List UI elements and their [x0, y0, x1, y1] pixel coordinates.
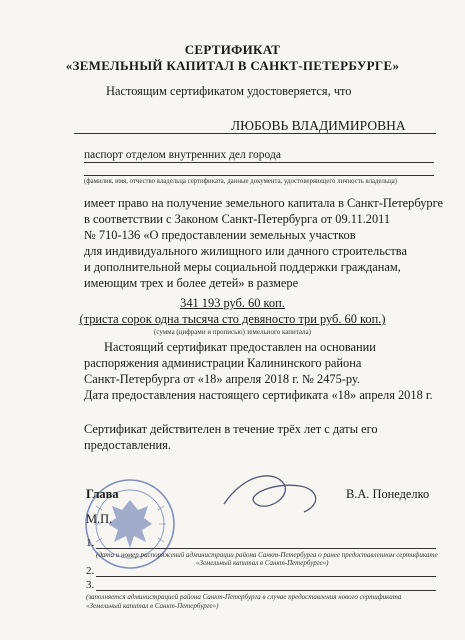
- footer-item-2-number: 2.: [86, 565, 95, 577]
- validity-line-2: предоставления.: [84, 438, 171, 452]
- certificate-subtitle: «ЗЕМЕЛЬНЫЙ КАПИТАЛ В САНКТ-ПЕТЕРБУРГЕ»: [65, 58, 400, 73]
- issue-date-line: Дата предоставления настоящего сертификата «18» апреля 2018 г.: [84, 388, 433, 402]
- holder-name: ЛЮБОВЬ ВЛАДИМИРОВНА: [231, 118, 406, 133]
- amount-caption: (сумма (цифрами и прописью) земельного капитала): [154, 328, 311, 336]
- footer-item-1-line: [96, 548, 436, 549]
- footer-item-3-number: 3.: [86, 579, 95, 591]
- right-paragraph-line-3: № 710-136 «О предоставлении земельных участков: [84, 228, 356, 242]
- certificate-amount-words: (триста сорок одна тысяча сто девяносто три руб. 60 коп.): [79, 312, 386, 326]
- right-paragraph-line-2: в соответствии с Законом Санкт-Петербурга от 09.11.2011: [84, 212, 391, 226]
- passport-underline-2: [84, 175, 434, 176]
- basis-line-1: Настоящий сертификат предоставлен на основании: [104, 340, 376, 354]
- intro-text: Настоящим сертификатом удостоверяется, что: [106, 84, 352, 98]
- certificate-title: СЕРТИФИКАТ: [184, 42, 281, 57]
- footer-item-3-line: [96, 590, 436, 591]
- right-paragraph-line-4: для индивидуального жилищного или дачного строительства: [84, 244, 407, 258]
- validity-line-1: Сертификат действителен в течение трёх лет с даты его: [84, 422, 378, 436]
- right-paragraph-line-5: и дополнительной меры социальной поддержки гражданам,: [84, 260, 401, 274]
- footer-item-1-caption-line-2: «Земельный капитал в Санкт-Петербурге»): [196, 559, 329, 567]
- passport-line: паспорт отделом внутренних дел города: [84, 149, 281, 161]
- basis-line-2: распоряжения администрации Калининского района: [84, 356, 362, 370]
- signature-head-label: Глава: [86, 487, 119, 501]
- footer-item-1-caption-line-1: (дата и номер распоряжений администрации района Санкт-Петербурга о ранее предоставленном сертификате: [96, 551, 438, 559]
- passport-underline: [84, 162, 434, 163]
- holder-caption: (фамилия, имя, отчество владельца сертификата, данные документа, удостоверяющего личность владельца): [84, 178, 397, 185]
- footer-note-line-2: «Земельный капитал в Санкт-Петербурге»): [86, 602, 219, 610]
- basis-line-3: Санкт-Петербурга от «18» апреля 2018 г. № 2475-ру.: [84, 372, 360, 386]
- footer-item-1-number: 1.: [86, 537, 95, 549]
- stamp-label: М.П.: [86, 512, 113, 526]
- certificate-amount: 341 193 руб. 60 коп.: [180, 296, 285, 310]
- right-paragraph-line-6: имеющим трех и более детей» в размере: [84, 276, 299, 290]
- right-paragraph-line-1: имеет право на получение земельного капитала в Санкт-Петербурге: [84, 196, 444, 210]
- signature-head-name: В.А. Понеделко: [346, 487, 430, 501]
- footer-item-2-line: [96, 576, 436, 577]
- handwritten-signature: [214, 464, 334, 534]
- holder-name-underline: [74, 133, 436, 134]
- footer-note-line-1: (заполняется администрацией района Санкт-Петербурга в случае предоставления нового сертификата: [86, 593, 402, 601]
